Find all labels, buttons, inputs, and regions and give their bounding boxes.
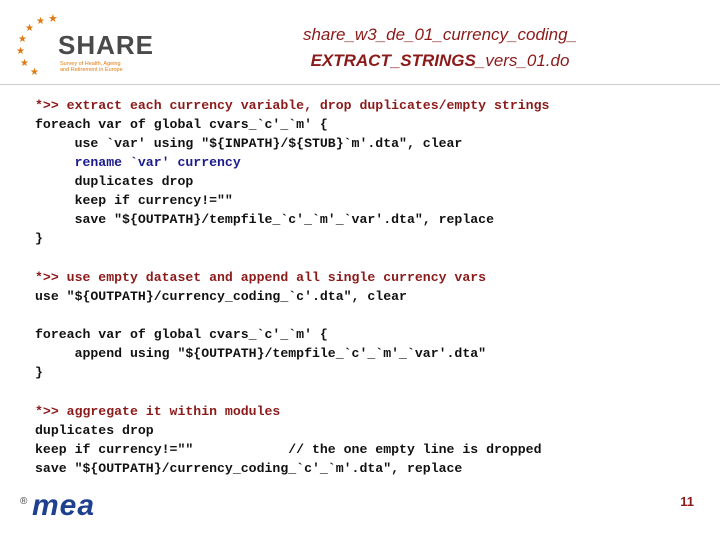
share-logo-subtitle-2: and Retirement in Europe — [60, 67, 123, 73]
svg-text:★: ★ — [36, 16, 45, 27]
code-line: keep if currency!="" — [35, 193, 233, 208]
header-divider — [0, 84, 720, 85]
code-line: keep if currency!="" // the one empty line is dropped — [35, 442, 542, 457]
svg-text:★: ★ — [16, 46, 25, 57]
code-line: } — [35, 231, 43, 246]
code-line: foreach var of global cvars_`c'_`m' { — [35, 117, 328, 132]
share-logo-subtitle-1: Survey of Health, Ageing — [60, 61, 121, 67]
slide-title-rest: _vers_01.do — [475, 51, 570, 70]
svg-text:★: ★ — [48, 12, 58, 25]
code-line: rename `var' currency — [35, 155, 241, 170]
code-line: save "${OUTPATH}/currency_coding_`c'_`m'.dta", replace — [35, 461, 463, 476]
slide-title-line-1: share_w3_de_01_currency_coding_ — [302, 25, 578, 44]
page-number: 11 — [680, 494, 694, 509]
code-line: duplicates drop — [35, 423, 154, 438]
svg-text:★: ★ — [20, 58, 29, 69]
code-line: *>> extract each currency variable, drop duplicates/empty strings — [35, 98, 550, 113]
slide-title-bold-part: EXTRACT_STRINGS — [310, 51, 476, 70]
svg-text:★: ★ — [25, 23, 34, 34]
code-line: use "${OUTPATH}/currency_coding_`c'.dta", clear — [35, 289, 407, 304]
slide-title-line-2 — [230, 51, 650, 71]
code-line: save "${OUTPATH}/tempfile_`c'_`m'_`var'.dta", replace — [35, 212, 494, 227]
code-line: foreach var of global cvars_`c'_`m' { — [35, 327, 328, 342]
code-line: } — [35, 365, 43, 380]
svg-text:★: ★ — [30, 67, 39, 78]
registered-mark: ® — [20, 496, 28, 507]
code-line: append using "${OUTPATH}/tempfile_`c'_`m'_`var'.dta" — [35, 346, 487, 361]
svg-text:★: ★ — [18, 34, 27, 45]
share-logo — [14, 12, 164, 80]
code-line: duplicates drop — [35, 174, 194, 189]
star-ring-icon — [14, 12, 64, 80]
code-line: *>> use empty dataset and append all single currency vars — [35, 270, 487, 285]
mea-logo-word: mea — [32, 489, 96, 522]
mea-logo — [20, 489, 100, 523]
code-line: *>> aggregate it within modules — [35, 404, 281, 419]
share-logo-word: SHARE — [58, 30, 155, 60]
code-line: use `var' using "${INPATH}/${STUB}`m'.dta", clear — [35, 136, 463, 151]
